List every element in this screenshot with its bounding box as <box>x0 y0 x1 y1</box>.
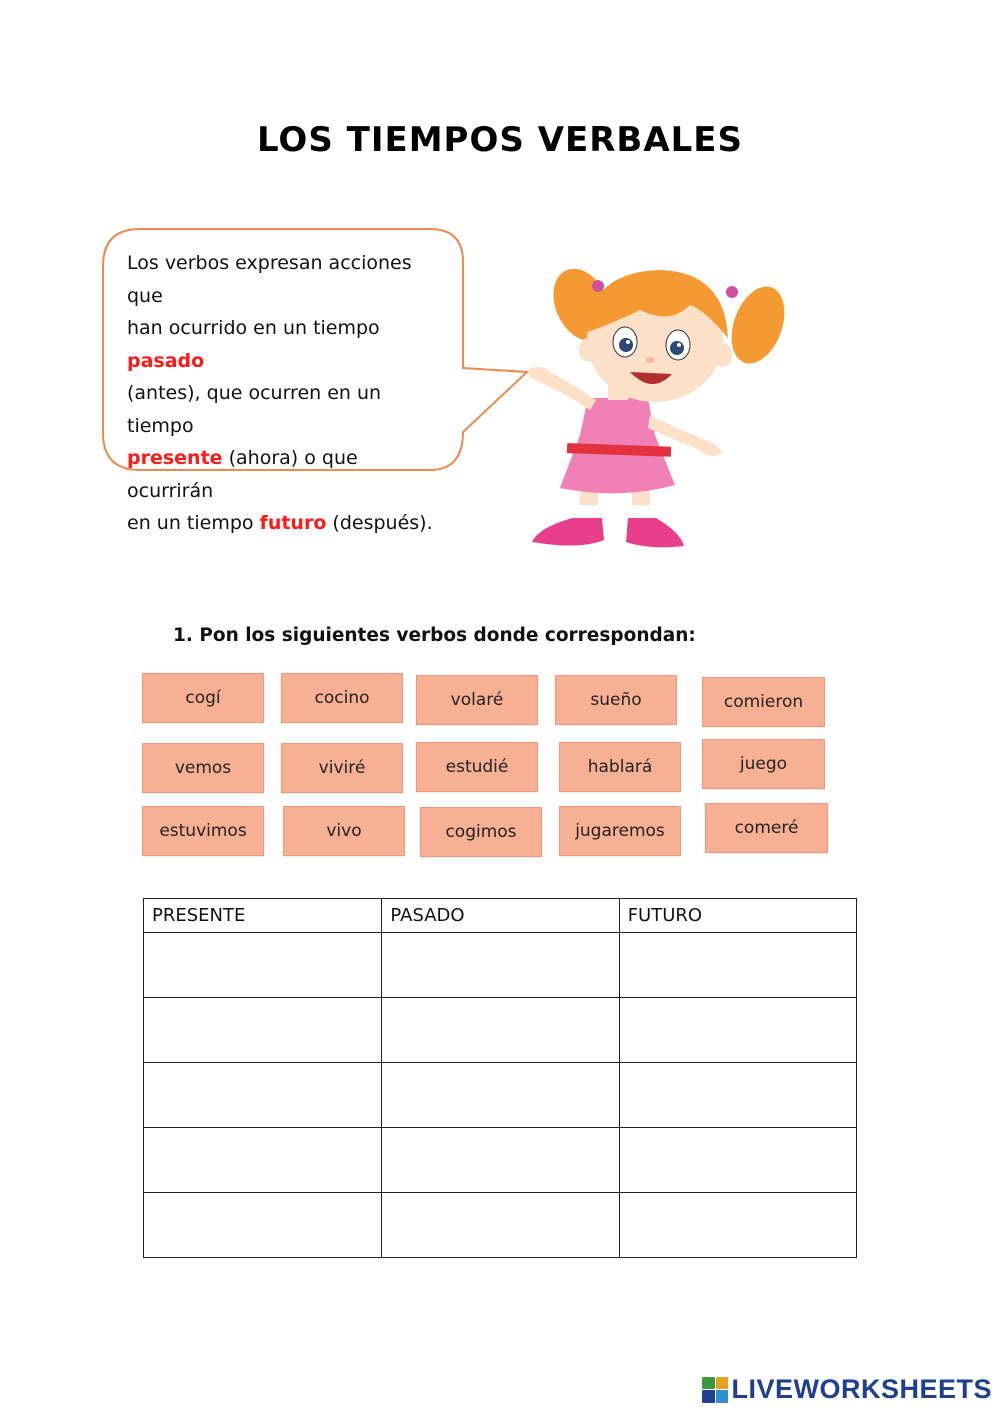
answer-table <box>143 898 857 1258</box>
bubble-text-segment: (después). <box>326 512 433 534</box>
drop-cell-pasado[interactable] <box>382 1193 619 1258</box>
girl-illustration <box>520 250 800 560</box>
drop-cell-presente[interactable] <box>144 1128 382 1193</box>
column-header-pasado: PASADO <box>382 899 619 933</box>
table-row <box>144 1128 857 1193</box>
keyword-pasado: pasado <box>127 349 205 372</box>
bubble-line-3: (antes), que ocurren en un tiempo <box>127 382 382 437</box>
drop-cell-presente[interactable] <box>144 998 382 1063</box>
keyword-presente: presente <box>127 447 223 469</box>
drop-cell-futuro[interactable] <box>619 998 856 1063</box>
bubble-text-segment: en un tiempo <box>127 512 260 534</box>
verb-card[interactable]: viviré <box>281 743 403 793</box>
drop-cell-futuro[interactable] <box>619 1063 856 1128</box>
verb-card[interactable]: sueño <box>555 675 677 725</box>
bubble-text-segment: han ocurrido en un tiempo <box>127 317 380 339</box>
drop-cell-pasado[interactable] <box>382 998 619 1063</box>
drop-cell-futuro[interactable] <box>619 1193 856 1258</box>
drop-cell-presente[interactable] <box>144 933 382 998</box>
logo-mark-icon <box>702 1377 728 1403</box>
verb-card[interactable]: cogimos <box>420 807 542 857</box>
logo-text: LIVEWORKSHEETS <box>731 1374 992 1404</box>
keyword-futuro: futuro <box>259 512 327 534</box>
drop-cell-pasado[interactable] <box>382 1128 619 1193</box>
verb-card[interactable]: vemos <box>142 743 264 793</box>
drop-cell-pasado[interactable] <box>382 933 619 998</box>
drop-cell-futuro[interactable] <box>619 1128 856 1193</box>
drop-cell-futuro[interactable] <box>619 933 856 998</box>
bubble-line-4 <box>127 442 447 507</box>
drop-cell-presente[interactable] <box>144 1063 382 1128</box>
page-title: LOS TIEMPOS VERBALES <box>256 120 744 160</box>
verb-card[interactable]: cogí <box>142 673 264 723</box>
verb-card[interactable]: juego <box>702 739 825 789</box>
verb-card[interactable]: vivo <box>283 806 405 856</box>
drop-cell-pasado[interactable] <box>382 1063 619 1128</box>
table-row <box>144 1063 857 1128</box>
drop-cell-presente[interactable] <box>144 1193 382 1258</box>
verb-card[interactable]: comieron <box>702 677 825 727</box>
table-row <box>144 1193 857 1258</box>
verb-card[interactable]: volaré <box>416 675 538 725</box>
table-row <box>144 998 857 1063</box>
verb-card[interactable]: hablará <box>559 742 681 792</box>
bubble-line-2 <box>127 312 447 377</box>
column-header-presente: PRESENTE <box>144 899 382 933</box>
verb-card[interactable]: comeré <box>705 803 828 853</box>
verb-card[interactable]: jugaremos <box>559 806 681 856</box>
verb-card[interactable]: cocino <box>281 673 403 723</box>
bubble-line-5 <box>127 507 447 540</box>
bubble-text <box>127 247 447 540</box>
bubble-line-1: Los verbos expresan acciones que <box>127 252 412 307</box>
column-header-futuro: FUTURO <box>619 899 856 933</box>
verb-card[interactable]: estuvimos <box>142 806 264 856</box>
table-row <box>144 933 857 998</box>
table-header-row <box>144 899 857 933</box>
exercise-instruction: 1. Pon los siguientes verbos donde correspondan: <box>173 625 696 646</box>
liveworksheets-logo <box>702 1374 992 1405</box>
verb-card[interactable]: estudié <box>416 742 538 792</box>
bubble-text-segment: (ahora) o que ocurrirán <box>127 447 358 502</box>
